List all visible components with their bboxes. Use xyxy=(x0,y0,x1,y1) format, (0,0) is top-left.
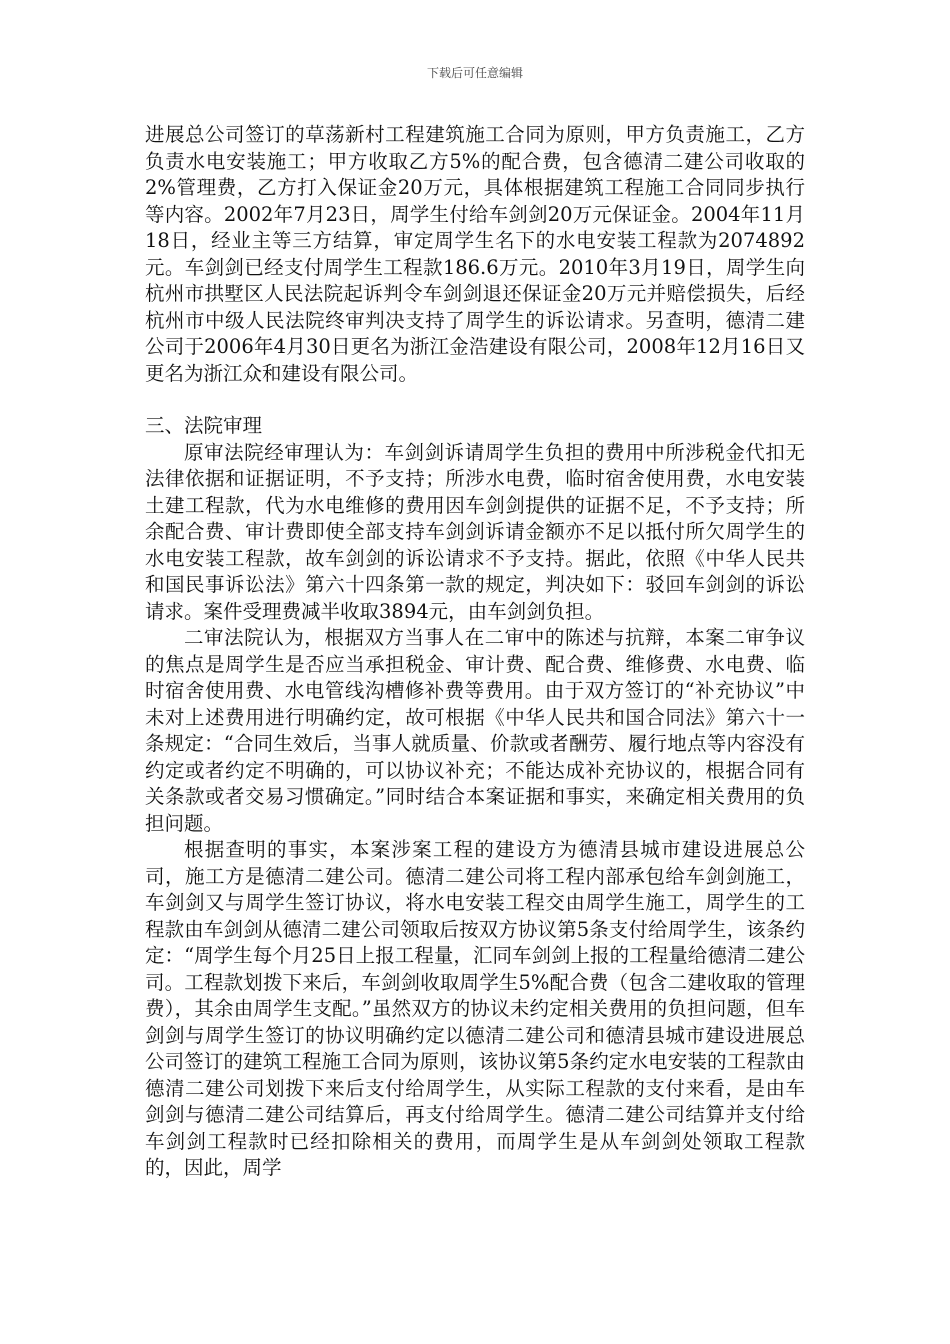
paragraph-gap xyxy=(145,387,805,413)
paragraph-original-trial: 原审法院经审理认为：车剑剑诉请周学生负担的费用中所涉税金代扣无法律依据和证据证明，不予支持；所涉水电费，临时宿舍使用费，水电安装土建工程款，代为水电维修的费用因车剑剑提供的证据不足，不予支持；所余配合费、审计费即使全部支持车剑剑诉请金额亦不足以抵付所欠周学生的水电安装工程款，故车剑剑的诉讼请求不予支持。据此，依照《中华人民共和国民事诉讼法》第六十四条第一款的规定，判决如下：驳回车剑剑的诉讼请求。案件受理费减半收取3894元，由车剑剑负担。 xyxy=(145,440,805,623)
page-header: 下载后可任意编辑 xyxy=(426,66,523,80)
paragraph-facts: 根据查明的事实，本案涉案工程的建设方为德清县城市建设进展总公司，施工方是德清二建公司。德清二建公司将工程内部承包给车剑剑施工，车剑剑又与周学生签订协议，将水电安装工程交由周学生施工，周学生的工程款由车剑剑从德清二建公司领取后按双方协议第5条支付给周学生，该条约定：“周学生每个月25日上报工程量，汇同车剑剑上报的工程量给德清二建公司。工程款划拨下来后，车剑剑收取周学生5%配合费（包含二建收取的管理费），其余由周学生支配。”虽然双方的协议未约定相关费用的负担问题，但车剑剑与周学生签订的协议明确约定以德清二建公司和德清县城市建设进展总公司签订的建筑工程施工合同为原则，该协议第5条约定水电安装的工程款由德清二建公司划拨下来后支付给周学生，从实际工程款的支付来看，是由车剑剑与德清二建公司结算后，再支付给周学生。德清二建公司结算并支付给车剑剑工程款时已经扣除相关的费用，而周学生是从车剑剑处领取工程款的，因此，周学 xyxy=(145,838,805,1179)
paragraph-second-trial: 二审法院认为，根据双方当事人在二审中的陈述与抗辩，本案二审争议的焦点是周学生是否应当承担税金、审计费、配合费、维修费、水电费、临时宿舍使用费、水电管线沟槽修补费等费用。由于双方签订的“补充协议”中未对上述费用进行明确约定，故可根据《中华人民共和国合同法》第六十一条规定：“合同生效后，当事人就质量、价款或者酬劳、履行地点等内容没有约定或者约定不明确的，可以协议补充；不能达成补充协议的，根据合同有关条款或者交易习惯确定。”同时结合本案证据和事实，来确定相关费用的负担问题。 xyxy=(145,626,805,835)
section-heading: 三、法院审理 xyxy=(145,414,263,437)
paragraph-continued: 进展总公司签订的草荡新村工程建筑施工合同为原则，甲方负责施工，乙方负责水电安装施工；甲方收取乙方5%的配合费，包含德清二建公司收取的2%管理费，乙方打入保证金20万元，具体根据建筑工程施工合同同步执行等内容。2002年7月23日，周学生付给车剑剑20万元保证金。2004年11月18日，经业主等三方结算，审定周学生名下的水电安装工程款为2074892元。车剑剑已经支付周学生工程款186.6万元。2010年3月19日，周学生向杭州市拱墅区人民法院起诉判令车剑剑退还保证金20万元并赔偿损失，后经杭州市中级人民法院终审判决支持了周学生的诉讼请求。另查明，德清二建公司于2006年4月30日更名为浙江金浩建设有限公司，2008年12月16日又更名为浙江众和建设有限公司。 xyxy=(145,123,805,385)
document-body xyxy=(145,122,805,1182)
